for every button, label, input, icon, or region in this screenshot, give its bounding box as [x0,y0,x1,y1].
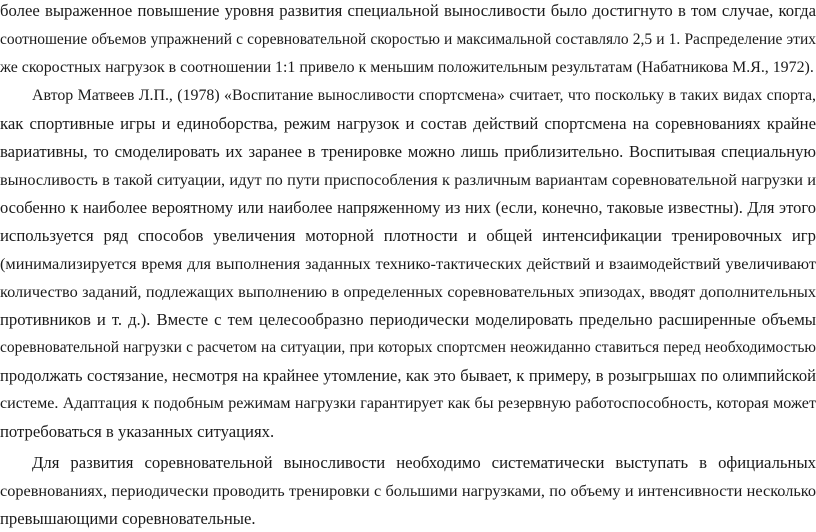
text-line: особенно к наиболее вероятному или наиболее напряженному из них (если, конечно, таковые известны). Для этого [0,198,816,217]
text-line: соревновательной нагрузки с расчетом на ситуации, при которых спортсмен неожиданно ставиться перед необходимостью [0,339,816,356]
text-line: более выраженное повышение уровня развития специальной выносливости было достигнуто в том случае, когда [0,1,816,20]
text-line: выносливость в такой ситуации, идут по пути приспособления к различным вариантам соревновательной нагрузки и [0,170,816,189]
text-line: потребоваться в указанных ситуациях. [0,422,275,441]
text-line: как спортивные игры и единоборства, режим нагрузок и состав действий спортсмена на соревнованиях крайне [0,114,816,133]
text-line: продолжать состязание, несмотря на крайнее утомление, как это бывает, к примеру, в розыгрышах по олимпийской [0,366,816,385]
text-line: (минимализируется время для выполнения заданных технико-тактических действий и взаимодействий увеличивают [0,254,816,273]
text-line: используется ряд способов увеличения моторной плотности и общей интенсификации тренировочных игр [0,226,816,245]
text-line: Для развития соревновательной выносливости необходимо систематически выступать в официальных [32,453,816,472]
text-line: же скоростных нагрузок в соотношении 1:1 привело к меньшим положительным результатам (Набатникова М.Я., 1972). [0,59,814,76]
text-line: Автор Матвеев Л.П., (1978) «Воспитание выносливости спортсмена» считает, что поскольку в таких видах спорта, [32,87,816,104]
text-line: превышающими соревновательные. [0,509,256,528]
text-line: системе. Адаптация к подобным режимам нагрузки гарантирует как бы резервную работоспособность, которая может [0,395,816,412]
text-line: количество заданий, подлежащих выполнению в определенных соревновательных эпизодах, вводят дополнительных [0,282,816,301]
text-line: соревнованиях, периодически проводить тренировки с большими нагрузками, по объему и интенсивности несколько [0,481,816,500]
text-line: соотношение объемов упражнений с соревновательной скоростью и максимальной составляло 2,5 и 1. Распределение этих [0,31,816,48]
text-line: вариативны, то смоделировать их заранее в тренировке можно лишь приблизительно. Воспитывая специальную [0,142,816,161]
text-line: противников и т. д.). Вместе с тем целесообразно периодически моделировать предельно расширенные объемы [0,310,816,329]
